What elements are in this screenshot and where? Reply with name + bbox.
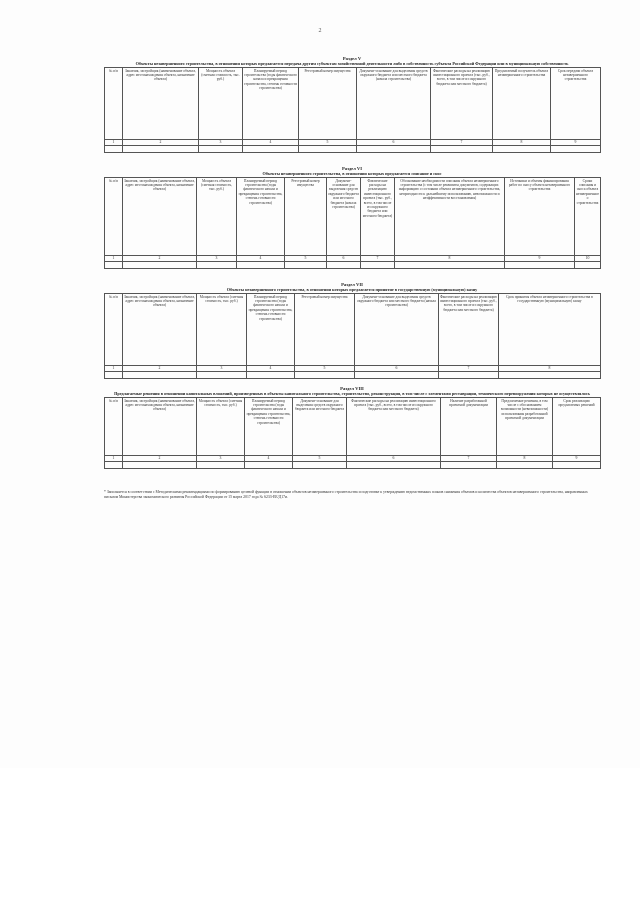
column-header: Мощность объекта (сметная стоимость, тыс. руб.): [199, 68, 243, 140]
column-number: 3: [199, 140, 243, 146]
empty-cell: [105, 372, 123, 379]
column-header: Реестровый номер имущества: [299, 68, 357, 140]
empty-cell: [361, 262, 395, 269]
column-number: 4: [245, 456, 293, 462]
column-number: 10: [575, 256, 601, 262]
empty-cell: [197, 262, 237, 269]
column-header: Заказчик, застройщик (наименование объекта, адрес местонахождения объекта, назначение объекта): [123, 68, 199, 140]
empty-cell: [355, 372, 439, 379]
column-header: Наличие разработанной проектной документации: [441, 398, 497, 456]
column-number: 9: [553, 456, 601, 462]
empty-cell: [441, 462, 497, 469]
column-header: Планируемый период строительства (годы фактического начала и прекращения строительства, степень готовности строительства): [247, 294, 295, 366]
empty-cell: [327, 262, 361, 269]
empty-cell: [357, 146, 431, 153]
column-header: Обоснование необходимости списания объекта незавершенного строительства (с том числе реквизиты документов, содержащих информацию о состоянии объекта незавершенного строительства, непригодности к дальнейшему использованию, невозможности и неэффективности восстановления): [395, 178, 505, 256]
section-title: Объекты незавершенного строительства, в отношении которых предлагается передача другим субъектам хозяйственной деятельности либо в собственность субъекта Российской Федерации или в муниципальную собственность: [135, 61, 569, 66]
column-number: 8: [395, 256, 505, 262]
column-number: 5: [285, 256, 327, 262]
column-header: Документ-основание для выделения средств окружного бюджета или местного бюджета (начала строительства): [355, 294, 439, 366]
section-number: Раздел VI: [341, 166, 363, 171]
column-number: 4: [247, 366, 295, 372]
column-number: 9: [551, 140, 601, 146]
column-number: 6: [327, 256, 361, 262]
column-header: Планируемый период строительства (годы фактического начала и прекращения строительства, степень готовности строительства): [237, 178, 285, 256]
empty-cell: [105, 146, 123, 153]
column-header: Срок принятия объекта незавершенного строительства в государственную (муниципальную) казну: [499, 294, 601, 366]
section-title: Объекты незавершенного строительства, в отношении которых предлагается списание и снос: [262, 171, 442, 176]
column-number: 4: [237, 256, 285, 262]
column-number: 5: [295, 366, 355, 372]
empty-cell: [243, 146, 299, 153]
column-header: Предлагаемые решения, в том числе с обоснованием возможности (невозможности) использования разработанной проектной документации: [497, 398, 553, 456]
column-header: Заказчик, застройщик (наименование объекта, адрес местонахождения объекта, назначение объекта): [123, 294, 197, 366]
column-header: Реестровый номер имущества: [285, 178, 327, 256]
column-number: 8: [493, 140, 551, 146]
empty-cell: [247, 372, 295, 379]
column-number: 7: [441, 456, 497, 462]
column-number: 2: [123, 456, 197, 462]
section-title: Объекты незавершенного строительства, в отношении которых предлагается принятие в государственную (муниципальную) казну: [226, 287, 478, 292]
column-header: Документ-основание для выделения средств окружного бюджета или местного бюджета (начала строительства): [357, 68, 431, 140]
column-number: 5: [299, 140, 357, 146]
column-header: № п/п: [105, 68, 123, 140]
empty-cell: [293, 462, 347, 469]
column-header: Источники и объемы финансирования работ по сносу объекта незавершенного строительства: [505, 178, 575, 256]
column-header: Планируемый период строительства (годы фактического начала и прекращения строительства, степень готовности строительства): [243, 68, 299, 140]
column-number: 3: [197, 366, 247, 372]
section-table: [104, 397, 601, 469]
column-header: Документ-основание для выделения средств окружного бюджета или местного бюджета: [293, 398, 347, 456]
column-header: Срок передачи объекта незавершенного строительства: [551, 68, 601, 140]
column-header: Мощность объекта (сметная стоимость, тыс. руб.): [197, 178, 237, 256]
section-5: [104, 56, 600, 153]
section-title: Предлагаемые решения в отношении капитальных вложений, произведенных в объекты капитального строительства, строительство, реконструкция, в том числе с элементами реставрации, технического перевооружения которых не осуществлялось: [114, 391, 590, 396]
column-header: Планируемый период строительства (годы фактического начала и прекращения строительства, степень готовности строительства): [245, 398, 293, 456]
column-number: 6: [347, 456, 441, 462]
empty-cell: [105, 462, 123, 469]
column-header: Фактические расходы на реализацию инвестиционного проекта (тыс. руб., всего, в том числе из окружного бюджета или местного бюджета): [347, 398, 441, 456]
empty-cell: [105, 262, 123, 269]
column-header: № п/п: [105, 398, 123, 456]
column-header: Срок реализации предлагаемых решений: [553, 398, 601, 456]
section-number: Раздел VIII: [340, 386, 364, 391]
section-table: [104, 177, 601, 269]
column-number: 3: [197, 456, 245, 462]
column-header: Мощность объекта (сметная стоимость, тыс. руб.): [197, 294, 247, 366]
column-header: Мощность объекта (сметная стоимость, тыс. руб.): [197, 398, 245, 456]
column-number: 8: [499, 366, 601, 372]
column-number: 1: [105, 256, 123, 262]
section-8: [104, 386, 600, 469]
column-header: Заказчик, застройщик (наименование объекта, адрес местонахождения объекта, назначение объекта): [123, 178, 197, 256]
section-number: Раздел V: [342, 56, 362, 61]
empty-cell: [553, 462, 601, 469]
empty-cell: [123, 462, 197, 469]
empty-cell: [295, 372, 355, 379]
column-number: 4: [243, 140, 299, 146]
empty-cell: [395, 262, 505, 269]
section-table: [104, 67, 601, 153]
empty-cell: [199, 146, 243, 153]
column-header: Заказчик, застройщик (наименование объекта, адрес местонахождения объекта, назначение объекта): [123, 398, 197, 456]
column-header: Сроки списания и сноса объекта незавершенного строительства: [575, 178, 601, 256]
empty-cell: [347, 462, 441, 469]
column-number: 3: [197, 256, 237, 262]
empty-cell: [497, 462, 553, 469]
column-header: Документ-основание для выделения средств окружного бюджета или местного бюджета (начала строительства): [327, 178, 361, 256]
column-header: Предлагаемый получатель объекта незавершенного строительства: [493, 68, 551, 140]
empty-cell: [493, 146, 551, 153]
empty-cell: [123, 262, 197, 269]
empty-cell: [197, 462, 245, 469]
column-number: 9: [505, 256, 575, 262]
empty-cell: [245, 462, 293, 469]
empty-cell: [431, 146, 493, 153]
column-number: 7: [361, 256, 395, 262]
column-number: 7: [431, 140, 493, 146]
column-number: 2: [123, 140, 199, 146]
column-header: Фактические расходы на реализацию инвестиционного проекта (тыс. руб., всего, в том числе из окружного бюджета или местного бюджета): [439, 294, 499, 366]
column-number: 1: [105, 140, 123, 146]
empty-cell: [299, 146, 357, 153]
empty-cell: [499, 372, 601, 379]
column-number: 5: [293, 456, 347, 462]
column-number: 1: [105, 456, 123, 462]
empty-cell: [505, 262, 575, 269]
footnote: * Заполняется в соответствии с Методическими рекомендациями по формированию целевой функции в отношении объектов незавершенного строительства и подготовке к утверждению ведомственных планов снижения объемов и количества объектов незавершенного строительства, направленных письмом Министерства экономического развития Российской Федерации от 15 марта 2017 года № 6233-ЕЕ/Д17и.: [104, 490, 588, 499]
section-number: Раздел VII: [341, 282, 363, 287]
column-number: 8: [497, 456, 553, 462]
column-header: № п/п: [105, 178, 123, 256]
empty-cell: [197, 372, 247, 379]
empty-cell: [285, 262, 327, 269]
empty-cell: [575, 262, 601, 269]
column-number: 7: [439, 366, 499, 372]
section-7: [104, 282, 600, 379]
section-table: [104, 293, 601, 379]
column-number: 2: [123, 366, 197, 372]
column-header: Фактические расходы на реализацию инвестиционного проекта (тыс. руб., всего, в том числе из окружного бюджета или местного бюджета): [361, 178, 395, 256]
empty-cell: [123, 372, 197, 379]
column-header: Реестровый номер имущества: [295, 294, 355, 366]
column-header: № п/п: [105, 294, 123, 366]
column-number: 6: [355, 366, 439, 372]
column-number: 1: [105, 366, 123, 372]
empty-cell: [439, 372, 499, 379]
empty-cell: [237, 262, 285, 269]
empty-cell: [551, 146, 601, 153]
column-number: 6: [357, 140, 431, 146]
column-header: Фактические расходы на реализацию инвестиционного проекта (тыс. руб., всего, в том числе из окружного бюджета или местного бюджета): [431, 68, 493, 140]
empty-cell: [123, 146, 199, 153]
section-6: [104, 166, 600, 269]
column-number: 2: [123, 256, 197, 262]
page-number: 2: [318, 28, 322, 34]
